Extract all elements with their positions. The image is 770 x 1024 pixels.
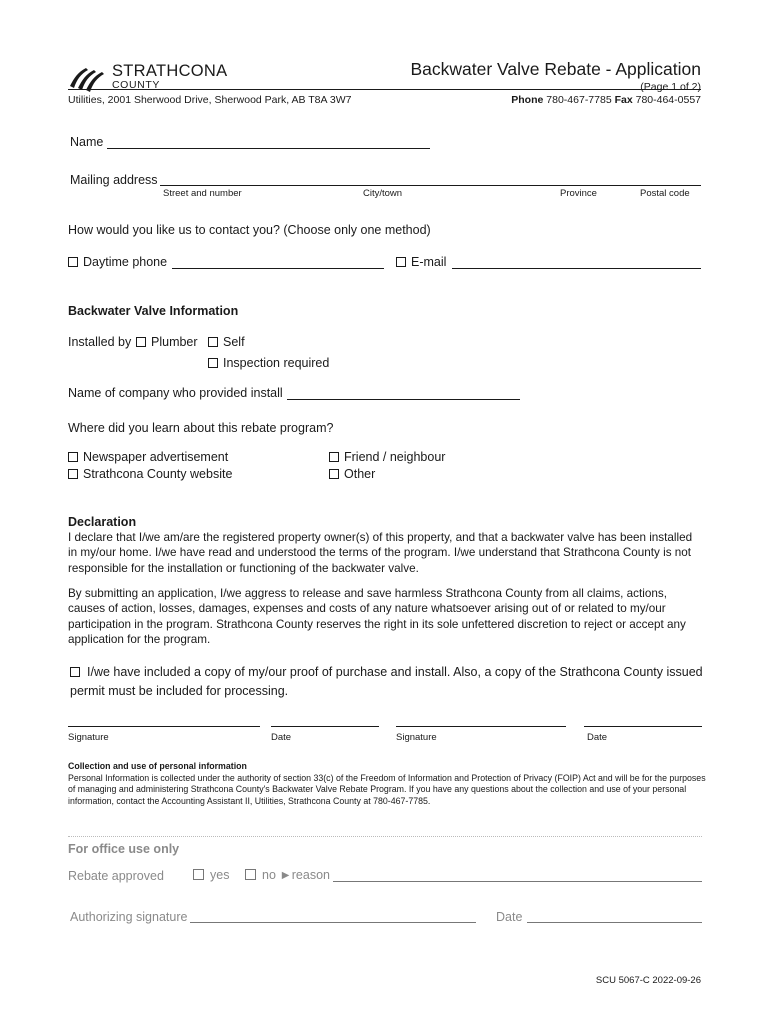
friend-option[interactable] (329, 450, 445, 464)
logo-subtitle: COUNTY (112, 79, 160, 91)
header-rule (68, 89, 701, 90)
signature-1-field[interactable] (68, 726, 260, 727)
self-checkbox[interactable] (208, 337, 218, 347)
county-logo-icon (68, 64, 106, 92)
self-option[interactable] (208, 335, 245, 349)
province-label: Province (560, 188, 597, 199)
form-title: Backwater Valve Rebate - Application (410, 59, 701, 79)
website-checkbox[interactable] (68, 469, 78, 479)
proof-option[interactable] (70, 665, 703, 679)
inspection-option[interactable] (208, 356, 329, 370)
inspection-label: Inspection required (223, 356, 330, 370)
yes-checkbox[interactable] (193, 869, 204, 880)
logo-name: STRATHCONA (112, 62, 228, 80)
company-label: Name of company who provided install (68, 386, 283, 400)
email-field[interactable] (452, 268, 701, 269)
plumber-label: Plumber (151, 335, 198, 349)
website-label: Strathcona County website (83, 467, 233, 481)
mailing-address-label: Mailing address (70, 173, 158, 187)
daytime-phone-checkbox[interactable] (68, 257, 78, 267)
inspection-checkbox[interactable] (208, 358, 218, 368)
reason-field[interactable] (333, 881, 702, 882)
yes-label: yes (210, 868, 230, 882)
date-2-field[interactable] (584, 726, 702, 727)
form-code: SCU 5067-C 2022-09-26 (595, 975, 701, 986)
learn-question: Where did you learn about this rebate program? (68, 421, 334, 435)
page-info: (Page 1 of 2) (640, 81, 701, 93)
name-field[interactable] (107, 148, 430, 149)
authorizing-signature-label: Authorizing signature (70, 910, 188, 924)
newspaper-option[interactable] (68, 450, 228, 464)
friend-label: Friend / neighbour (344, 450, 446, 464)
city-label: City/town (363, 188, 403, 199)
installed-by-label: Installed by (68, 335, 132, 349)
office-date-field[interactable] (527, 922, 702, 923)
proof-line-2: permit must be included for processing. (70, 684, 289, 698)
signature-2-field[interactable] (396, 726, 566, 727)
phone-number: 780-467-7785 (546, 94, 612, 106)
declaration-paragraph-1: I declare that I/we am/are the registered property owner(s) of this property, and that a backwater valve has been installed in my/our home. I/we have read and understood the terms of the program. I/we understand that Strathcona County is not responsible for the installation or functioning of the backwater valve. (68, 531, 693, 575)
proof-checkbox[interactable] (70, 667, 80, 677)
no-checkbox[interactable] (245, 869, 256, 880)
office-date-label: Date (496, 910, 523, 924)
newspaper-label: Newspaper advertisement (83, 450, 229, 464)
contact-numbers (511, 94, 701, 106)
phone-label: Phone (511, 94, 544, 106)
privacy-heading: Collection and use of personal information (68, 761, 247, 771)
friend-checkbox[interactable] (329, 452, 339, 462)
other-checkbox[interactable] (329, 469, 339, 479)
date-2-label: Date (587, 732, 608, 743)
yes-option[interactable] (193, 868, 229, 882)
daytime-phone-field[interactable] (172, 268, 384, 269)
email-option[interactable] (396, 255, 446, 269)
declaration-paragraph-2: By submitting an application, I/we aggress to release and save harmless Strathcona County from all claims, actions, causes of action, losses, damages, expenses and costs of any nature whatsoever arising out of or related to my/our participation in the program. Strathcona County reserves the right in its sole unfettered discretion to reject or accept any application for the program. (68, 587, 686, 646)
contact-question: How would you like us to contact you? (Choose only one method) (68, 223, 431, 237)
proof-line-1: I/we have included a copy of my/our proof of purchase and install. Also, a copy of the Strathcona County issued (87, 665, 703, 679)
newspaper-checkbox[interactable] (68, 452, 78, 462)
email-checkbox[interactable] (396, 257, 406, 267)
plumber-checkbox[interactable] (136, 337, 146, 347)
privacy-text: Personal Information is collected under the authority of section 33(c) of the Freedom of Information and Protection of Privacy (FOIP) Act and will be for the purposes of managing and administering Strathcona County's Backwater Valve Rebate Program. If you have any questions about the collection and use of your personal information, contact the Accounting Assistant II, Utilities, Strathcona County at 780-467-7785. (68, 773, 706, 806)
office-divider (68, 836, 702, 837)
signature-1-label: Signature (68, 732, 109, 743)
email-label: E-mail (411, 255, 447, 269)
no-option[interactable] (245, 868, 330, 882)
fax-number: 780-464-0557 (635, 94, 701, 106)
date-1-label: Date (271, 732, 292, 743)
date-1-field[interactable] (271, 726, 379, 727)
signature-2-label: Signature (396, 732, 437, 743)
county-logo (68, 62, 238, 92)
rebate-approved-label: Rebate approved (68, 869, 164, 883)
declaration-heading: Declaration (68, 515, 137, 529)
website-option[interactable] (68, 467, 232, 481)
self-label: Self (223, 335, 245, 349)
plumber-option[interactable] (136, 335, 198, 349)
daytime-phone-label: Daytime phone (83, 255, 168, 269)
postal-code-label: Postal code (640, 188, 690, 199)
office-heading: For office use only (68, 842, 180, 856)
authorizing-signature-field[interactable] (190, 922, 476, 923)
mailing-address-field[interactable] (160, 185, 701, 186)
no-reason-label: no ►reason (262, 868, 330, 882)
other-label: Other (344, 467, 376, 481)
street-label: Street and number (163, 188, 242, 199)
utilities-address: Utilities, 2001 Sherwood Drive, Sherwood Park, AB T8A 3W7 (68, 94, 352, 106)
valve-heading: Backwater Valve Information (68, 304, 239, 318)
daytime-phone-option[interactable] (68, 255, 167, 269)
fax-label: Fax (614, 94, 633, 106)
company-field[interactable] (287, 399, 520, 400)
other-option[interactable] (329, 467, 375, 481)
name-label: Name (70, 135, 104, 149)
